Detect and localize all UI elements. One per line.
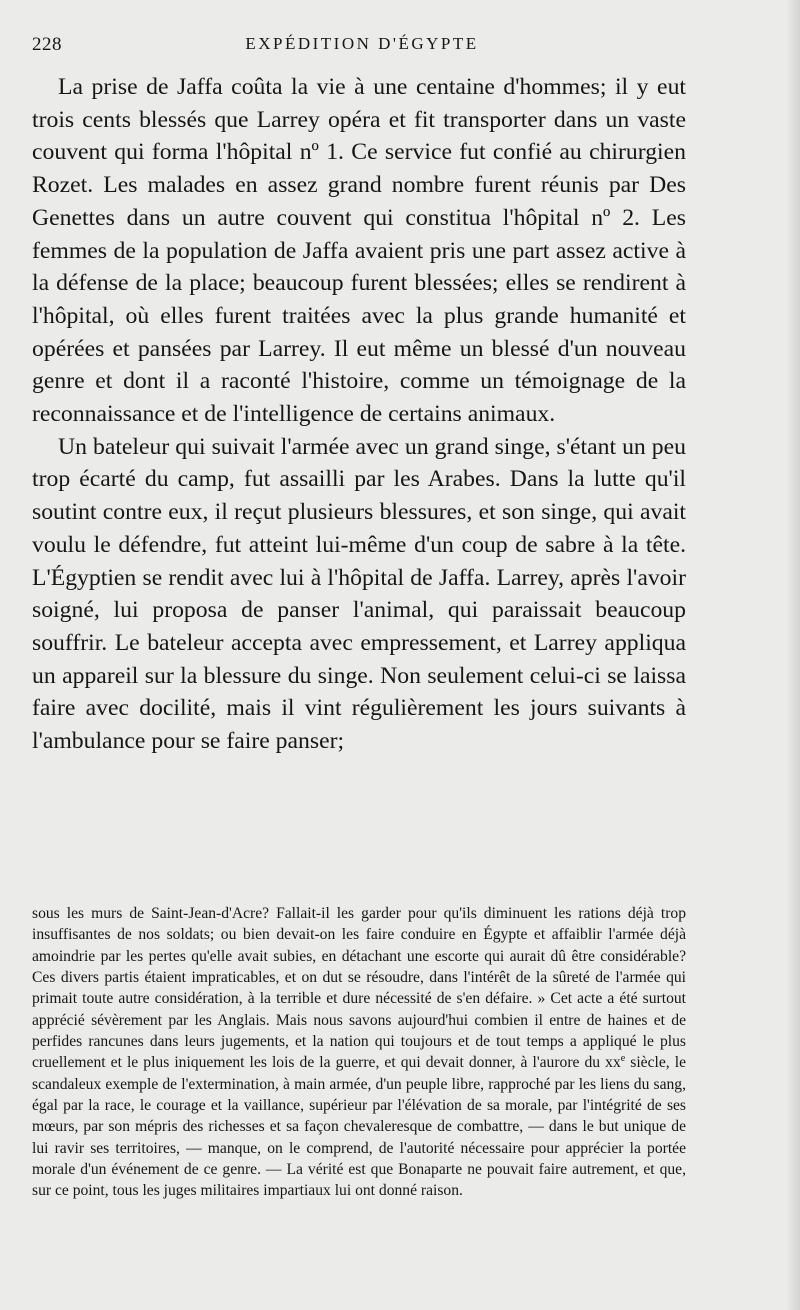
footnote-superscript: e (620, 1053, 626, 1065)
body-text (32, 71, 686, 758)
running-title: EXPÉDITION D'ÉGYPTE (245, 34, 479, 53)
paragraph-jaffa-hospital: La prise de Jaffa coûta la vie à une centaine d'hommes; il y eut trois cents blessés que Larrey opéra et fit transporter dans un vaste couvent qui forma l'hôpital nº 1. Ce service fut confié au chirurgien Rozet. Les malades en assez grand nombre furent réunis par Des Genettes dans un autre couvent qui constitua l'hôpital nº 2. Les femmes de la population de Jaffa avaient pris une part assez active à la défense de la place; beaucoup furent blessées; elles se rendirent à l'hôpital, où elles furent traitées avec la plus grande humanité et opérées et pansées par Larrey. Il eut même un blessé d'un nouveau genre et dont il a raconté l'histoire, comme un témoignage de la reconnaissance et de l'intelligence de certains animaux. (32, 74, 686, 428)
footnote-text-part-1: sous les murs de Saint-Jean-d'Acre? Fallait-il les garder pour qu'ils diminuent les rations déjà trop insuffisantes de nos soldats; ou bien devait-on les faire conduire en Égypte et affaiblir l'armée déjà amoindrie par les pertes qu'elle avait subies, en détachant une escorte qui aurait dû être considérable? Ces divers partis étaient impraticables, et on dut se résoudre, dans l'intérêt de la sûreté de l'armée qui primait toute autre considération, à la terrible et dure nécessité de s'en défaire. » Cet acte a été surtout apprécié sévèrement par les Anglais. Mais nous savons aujourd'hui combien il entre de haines et de perfides rancunes dans leurs jugements, et la nation qui toujours et de tout temps a appliqué le plus cruellement et le plus iniquement les lois de la guerre, et qui devait donner, à l'aurore du xx (32, 905, 686, 1072)
footnote-text (32, 903, 686, 1202)
footnote-text-part-2: siècle, le scandaleux exemple de l'extermination, à main armée, d'un peuple libre, rapproché par les liens du sang, égal par la race, le courage et la vaillance, supérieur par l'élévation de sa morale, par l'intégrité de ses mœurs, par son mépris des richesses et sa façon chevaleresque de combattre, — dans le but unique de lui ravir ses territoires, — manque, on le comprend, de l'autorité nécessaire pour apprécier la portée morale d'un événement de ce genre. — La vérité est que Bonaparte ne pouvait faire autrement, et que, sur ce point, tous les juges militaires impartiaux lui ont donné raison. (32, 1054, 686, 1200)
page-header (32, 34, 692, 56)
footnote (32, 903, 686, 1202)
page-number: 228 (32, 34, 62, 55)
paragraph-monkey-story: Un bateleur qui suivait l'armée avec un grand singe, s'étant un peu trop écarté du camp, fut assailli par les Arabes. Dans la lutte qu'il soutint contre eux, il reçut plusieurs blessures, et son singe, qui avait voulu le défendre, fut atteint lui-même d'un coup de sabre à la tête. L'Égyptien se rendit avec lui à l'hôpital de Jaffa. Larrey, après l'avoir soigné, lui proposa de panser l'animal, qui paraissait beaucoup souffrir. Le bateleur accepta avec empressement, et Larrey appliqua un appareil sur la blessure du singe. Non seulement celui-ci se laissa faire avec docilité, mais il vint régulièrement les jours suivants à l'ambulance pour se faire panser; (32, 433, 686, 755)
page-edge-shadow (786, 0, 800, 1310)
